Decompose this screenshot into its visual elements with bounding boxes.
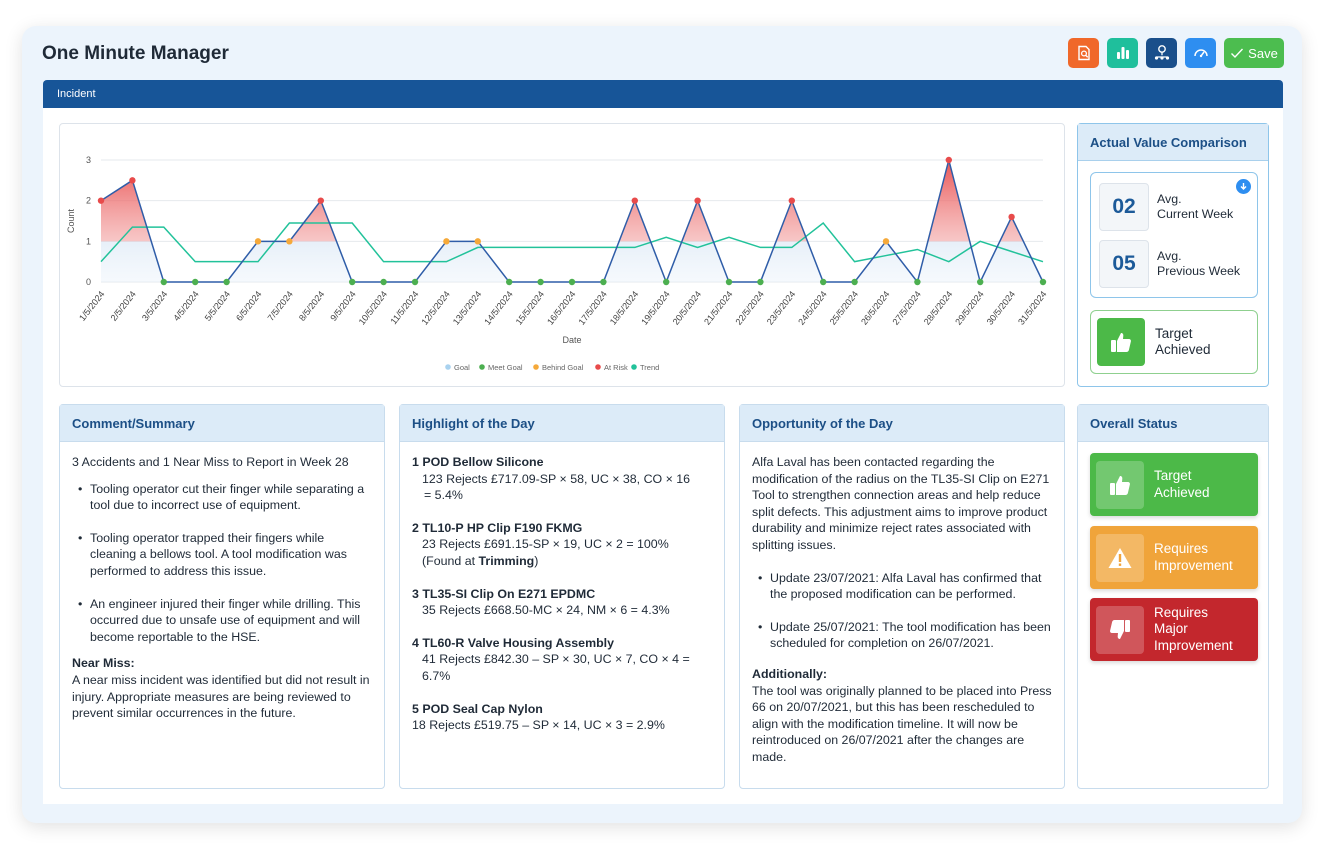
highlight-item-detail: 23 Rejects £691.15-SP × 19, UC × 2 = 100% bbox=[422, 537, 669, 552]
x-tick-label: 5/5/2024 bbox=[202, 289, 233, 323]
x-tick-label: 1/5/2024 bbox=[77, 289, 107, 323]
status-target-achieved[interactable] bbox=[1090, 453, 1258, 516]
app-window bbox=[22, 26, 1302, 823]
avc-current-value: 02 bbox=[1099, 183, 1149, 231]
data-point bbox=[663, 279, 669, 285]
additionally-heading: Additionally: bbox=[752, 666, 828, 681]
x-tick-label: 26/5/2024 bbox=[859, 289, 892, 327]
x-tick-label: 8/5/2024 bbox=[296, 289, 327, 323]
x-tick-label: 18/5/2024 bbox=[607, 289, 641, 327]
data-point bbox=[600, 279, 606, 285]
near-miss-text: A near miss incident was identified but did not result in injury. Appropriate measures are being reviewed to prevent similar occurrences in the future. bbox=[72, 672, 370, 721]
avc-target-achieved bbox=[1090, 310, 1258, 374]
x-tick-label: 11/5/2024 bbox=[388, 289, 421, 327]
legend-label: At Risk bbox=[604, 363, 628, 372]
y-tick-label: 1 bbox=[85, 236, 91, 247]
data-point bbox=[537, 279, 543, 285]
data-point bbox=[757, 279, 763, 285]
comment-bullets bbox=[72, 481, 372, 646]
data-point bbox=[946, 157, 952, 163]
status-label-line: Target bbox=[1154, 468, 1192, 483]
incident-chart bbox=[60, 124, 1064, 386]
list-item: • An engineer injured their finger while drilling. This occurred due to unsafe use of equipment and will become reportable to the HSE. bbox=[72, 596, 372, 646]
avc-target-label bbox=[1155, 326, 1211, 358]
save-label: Save bbox=[1248, 45, 1278, 61]
highlight-panel bbox=[399, 404, 725, 789]
list-item: • Update 25/07/2021: The tool modification has been scheduled for completion on 26/07/2021. bbox=[752, 619, 1052, 652]
thumbs-up-icon bbox=[1096, 461, 1144, 509]
bar-chart-button[interactable] bbox=[1107, 38, 1138, 68]
data-point bbox=[380, 279, 386, 285]
highlight-item-detail: = 5.4% bbox=[424, 488, 463, 503]
comment-title: Comment/Summary bbox=[60, 405, 384, 442]
workflow-button[interactable] bbox=[1146, 38, 1177, 68]
data-point bbox=[1008, 214, 1014, 220]
legend-marker bbox=[445, 364, 451, 370]
list-item: • Tooling operator cut their finger while separating a tool due to incorrect use of equipment. bbox=[72, 481, 372, 514]
avc-current-label-2: Current Week bbox=[1157, 207, 1234, 221]
toolbar bbox=[1068, 38, 1284, 68]
x-tick-label: 30/5/2024 bbox=[984, 289, 1018, 327]
highlight-item-detail: 18 Rejects £519.75 – SP × 14, UC × 3 = 2.9% bbox=[412, 718, 665, 733]
avc-previous-label bbox=[1157, 249, 1240, 279]
status-label bbox=[1154, 541, 1233, 574]
x-tick-label: 20/5/2024 bbox=[670, 289, 704, 327]
x-tick-label: 27/5/2024 bbox=[890, 289, 923, 327]
x-tick-label: 31/5/2024 bbox=[1016, 289, 1049, 327]
search-doc-icon bbox=[1076, 45, 1092, 61]
highlight-item-name: 3 TL35-SI Clip On E271 EPDMC bbox=[412, 586, 596, 601]
avc-previous-label-2: Previous Week bbox=[1157, 264, 1241, 278]
list-item bbox=[412, 454, 712, 504]
legend-label: Trend bbox=[640, 363, 660, 372]
avc-title: Actual Value Comparison bbox=[1078, 124, 1268, 161]
overall-status-panel bbox=[1077, 404, 1269, 789]
comment-summary-panel bbox=[59, 404, 385, 789]
opportunity-panel bbox=[739, 404, 1065, 789]
list-item: • Update 23/07/2021: Alfa Laval has confirmed that the proposed modification can be performed. bbox=[752, 570, 1052, 603]
goal-area bbox=[101, 160, 1043, 282]
avc-current-label-1: Avg. bbox=[1157, 192, 1182, 206]
data-point bbox=[820, 279, 826, 285]
x-tick-label: 15/5/2024 bbox=[513, 289, 547, 327]
x-tick-label: 24/5/2024 bbox=[796, 289, 829, 327]
checkmark-icon bbox=[1230, 47, 1244, 59]
status-label-line: Requires bbox=[1154, 541, 1209, 556]
x-tick-label: 25/5/2024 bbox=[827, 289, 861, 327]
data-point bbox=[851, 279, 857, 285]
x-axis-label: Date bbox=[562, 335, 582, 345]
list-item bbox=[412, 520, 712, 570]
app-title: One Minute Manager bbox=[42, 43, 229, 64]
highlight-item-name: 4 TL60-R Valve Housing Assembly bbox=[412, 635, 614, 650]
status-label-line: Improvement bbox=[1154, 637, 1233, 653]
highlight-found-stage: Trimming bbox=[478, 553, 535, 568]
legend-label: Goal bbox=[454, 363, 470, 372]
data-point bbox=[569, 279, 575, 285]
data-point bbox=[726, 279, 732, 285]
status-requires-major-improvement[interactable] bbox=[1090, 598, 1258, 661]
x-tick-label: 7/5/2024 bbox=[265, 289, 295, 323]
data-point bbox=[883, 238, 889, 244]
data-point bbox=[318, 197, 324, 203]
data-point bbox=[286, 238, 292, 244]
data-point bbox=[977, 279, 983, 285]
highlight-item-detail: 35 Rejects £668.50-MC × 24, NM × 6 = 4.3% bbox=[422, 603, 670, 618]
near-miss-heading: Near Miss: bbox=[72, 656, 135, 671]
x-tick-label: 21/5/2024 bbox=[702, 289, 735, 327]
trend-line bbox=[101, 223, 1043, 262]
tab-incident[interactable] bbox=[43, 80, 1283, 108]
x-tick-label: 6/5/2024 bbox=[234, 289, 264, 323]
legend-label: Meet Goal bbox=[488, 363, 523, 372]
highlight-body bbox=[400, 442, 724, 762]
list-item bbox=[412, 635, 712, 685]
data-point bbox=[475, 238, 481, 244]
highlight-item-name: 2 TL10-P HP Clip F190 FKMG bbox=[412, 520, 583, 535]
data-point bbox=[349, 279, 355, 285]
legend-label: Behind Goal bbox=[542, 363, 584, 372]
avc-previous-label-1: Avg. bbox=[1157, 249, 1182, 263]
x-tick-label: 29/5/2024 bbox=[953, 289, 986, 327]
highlight-item-name: 5 POD Seal Cap Nylon bbox=[412, 701, 543, 716]
data-point bbox=[223, 279, 229, 285]
status-label bbox=[1154, 468, 1210, 501]
x-tick-label: 3/5/2024 bbox=[139, 289, 170, 323]
x-tick-label: 9/5/2024 bbox=[328, 289, 358, 323]
x-tick-label: 2/5/2024 bbox=[108, 289, 138, 323]
status-label-line: Improvement bbox=[1154, 557, 1233, 573]
x-tick-label: 14/5/2024 bbox=[482, 289, 515, 327]
workflow-icon bbox=[1153, 44, 1171, 62]
x-tick-label: 12/5/2024 bbox=[419, 289, 452, 327]
comment-intro: 3 Accidents and 1 Near Miss to Report in Week 28 bbox=[72, 455, 349, 469]
highlight-item-name: 1 POD Bellow Silicone bbox=[412, 455, 544, 469]
avc-weekly-box bbox=[1090, 172, 1258, 298]
actual-value-comparison-panel bbox=[1077, 123, 1269, 387]
avc-previous-value: 05 bbox=[1099, 240, 1149, 288]
status-label-line: Major bbox=[1154, 621, 1188, 637]
data-point bbox=[255, 238, 261, 244]
highlight-found-pre: (Found at bbox=[422, 553, 479, 568]
legend-marker bbox=[595, 364, 601, 370]
x-tick-label: 17/5/2024 bbox=[576, 289, 609, 327]
y-axis-label: Count bbox=[66, 208, 76, 234]
y-tick-label: 2 bbox=[85, 195, 91, 206]
comment-body bbox=[60, 442, 384, 734]
highlight-item-detail: 123 Rejects £717.09-SP × 58, UC × 38, CO × 16 bbox=[422, 471, 691, 486]
status-requires-improvement[interactable] bbox=[1090, 526, 1258, 589]
additionally-text: The tool was originally planned to be placed into Press 66 on 20/07/2021, but this has been rescheduled to align with the modification timeline. It will now be reintroduced on 26/07/2021 after the changes are made. bbox=[752, 683, 1052, 764]
data-point bbox=[1040, 279, 1046, 285]
x-tick-label: 28/5/2024 bbox=[921, 289, 955, 327]
x-tick-label: 23/5/2024 bbox=[764, 289, 798, 327]
status-label-line: Achieved bbox=[1154, 484, 1210, 500]
status-label bbox=[1154, 605, 1233, 655]
data-point bbox=[506, 279, 512, 285]
data-point bbox=[192, 279, 198, 285]
status-label-line: Requires bbox=[1154, 604, 1209, 620]
x-tick-label: 22/5/2024 bbox=[733, 289, 766, 327]
y-tick-label: 0 bbox=[85, 277, 91, 287]
legend-marker bbox=[631, 364, 637, 370]
list-item bbox=[412, 586, 712, 619]
y-tick-label: 3 bbox=[85, 155, 91, 165]
data-point bbox=[914, 279, 920, 285]
overall-title: Overall Status bbox=[1078, 405, 1268, 442]
x-tick-label: 19/5/2024 bbox=[639, 289, 672, 327]
highlight-item-detail bbox=[412, 553, 712, 570]
incident-chart-card bbox=[59, 123, 1065, 387]
avc-previous-week bbox=[1099, 239, 1251, 289]
opportunity-bullets bbox=[752, 570, 1052, 652]
x-tick-label: 16/5/2024 bbox=[545, 289, 578, 327]
legend-marker bbox=[479, 364, 485, 370]
thumbs-down-icon bbox=[1096, 606, 1144, 654]
avc-current-week bbox=[1099, 182, 1251, 232]
data-point bbox=[632, 197, 638, 203]
thumbs-up-icon bbox=[1097, 318, 1145, 366]
save-button[interactable] bbox=[1224, 38, 1284, 68]
tab-incident-label: Incident bbox=[57, 88, 96, 100]
x-tick-label: 13/5/2024 bbox=[450, 289, 484, 327]
avc-target-label-2: Achieved bbox=[1155, 342, 1211, 357]
gauge-button[interactable] bbox=[1185, 38, 1216, 68]
data-point bbox=[98, 197, 104, 203]
highlight-title: Highlight of the Day bbox=[400, 405, 724, 442]
opportunity-intro: Alfa Laval has been contacted regarding the modification of the radius on the TL35-SI Clip on E271 Tool to strengthen connection areas and help reduce split defects. This adjustment aims to improve product durability and minimize reject rates associated with splitting issues. bbox=[752, 455, 1050, 552]
data-point bbox=[161, 279, 167, 285]
list-item bbox=[412, 701, 712, 734]
warning-icon bbox=[1096, 534, 1144, 582]
data-point bbox=[789, 197, 795, 203]
avc-current-label bbox=[1157, 192, 1233, 222]
highlight-item-detail: 41 Rejects £842.30 – SP × 30, UC × 7, CO × 4 = 6.7% bbox=[422, 652, 690, 683]
data-point bbox=[694, 197, 700, 203]
list-item: • Tooling operator trapped their fingers while cleaning a bellows tool. A tool modification was performed to address this issue. bbox=[72, 530, 372, 580]
data-point bbox=[412, 279, 418, 285]
opportunity-body bbox=[740, 442, 1064, 778]
legend-marker bbox=[533, 364, 539, 370]
x-tick-label: 10/5/2024 bbox=[356, 289, 390, 327]
gauge-icon bbox=[1193, 45, 1209, 61]
data-point bbox=[129, 177, 135, 183]
data-point bbox=[443, 238, 449, 244]
search-doc-button[interactable] bbox=[1068, 38, 1099, 68]
main-content bbox=[43, 108, 1283, 804]
opportunity-title: Opportunity of the Day bbox=[740, 405, 1064, 442]
bar-chart-icon bbox=[1115, 45, 1131, 61]
highlight-found-post: ) bbox=[534, 553, 539, 568]
x-tick-label: 4/5/2024 bbox=[171, 289, 201, 323]
avc-target-label-1: Target bbox=[1155, 326, 1193, 341]
